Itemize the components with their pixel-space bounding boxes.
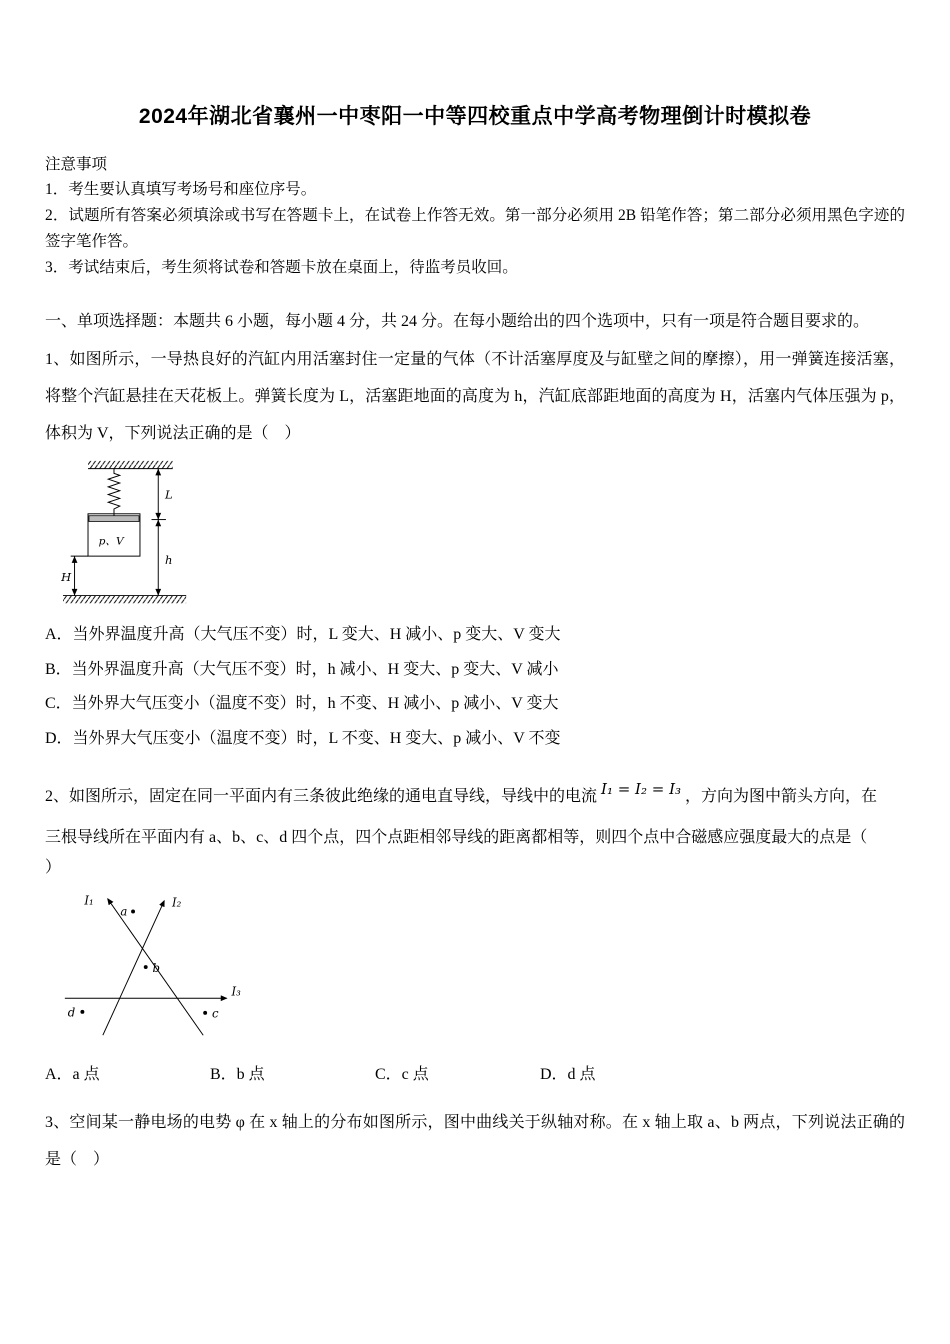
notice-item-1: 1．考生要认真填写考场号和座位序号。 [45,181,317,198]
question-3 [45,1104,905,1178]
point-a-dot [131,910,135,914]
notice-item-2: 2．试题所有答案必须填涂或书写在答题卡上，在试卷上作答无效。第一部分必须用 2B 铅笔作答；第二部分必须用黑色字迹的签字笔作答。 [45,207,905,250]
label-c: c [211,1006,219,1021]
label-b: b [152,960,161,975]
q2-option-c: C．c 点 [375,1066,429,1083]
gas-label: p、V [98,535,124,548]
q2-stem-line3: ） [45,859,62,876]
dim-L-arrow-top [155,469,161,476]
dim-h-arrow-top [155,520,161,527]
q2-stem-prefix: 2、如图所示，固定在同一平面内有三条彼此绝缘的通电直导线，导线中的电流 [45,788,598,805]
dim-H-arrow-bottom [72,589,78,596]
label-I1: I₁ [84,893,94,908]
q1-figure [59,458,905,610]
q2-stem-line1 [45,770,905,823]
label-a: a [120,904,128,919]
q2-option-a: A．a 点 [45,1066,100,1083]
notice-item-3: 3．考试结束后，考生须将试卷和答题卡放在桌面上，待监考员收回。 [45,259,518,276]
q1-stem: 1、如图所示，一导热良好的汽缸内用活塞封住一定量的气体（不计活塞厚度及与缸壁之间的摩擦），用一弹簧连接活塞，将整个汽缸悬挂在天花板上。弹簧长度为 L，活塞距地面的高度为 h，汽缸底部距地面的高度为 H，活塞内气体压强为 p，体积为 V，下列说法正确的是（ ） [45,351,905,442]
notice-heading: 注意事项 [45,156,108,173]
q1-option-a: A．当外界温度升高（大气压不变）时，L 变大、H 减小、p 变大、V 变大 [45,626,561,643]
point-d-dot [80,1010,84,1014]
q3-stem: 3、空间某一静电场的电势 φ 在 x 轴上的分布如图所示，图中曲线关于纵轴对称。在 x 轴上取 a、b 两点，下列说法正确的是（ ） [45,1114,905,1168]
dim-L-arrow-bottom [155,513,161,520]
ground-hatch [63,596,186,604]
q1-options [45,618,905,756]
point-b-dot [144,965,148,969]
spring [108,469,120,516]
label-I3: I₃ [231,984,241,999]
question-1 [45,341,905,756]
q2-options [45,1061,905,1084]
section-heading: 一、单项选择题：本题共 6 小题，每小题 4 分，共 24 分。在每小题给出的四个选项中，只有一项是符合题目要求的。 [45,313,870,330]
label-h: h [164,552,173,567]
q2-stem-suffix: ，方向为图中箭头方向，在 [685,788,878,805]
exam-title: 2024年湖北省襄州一中枣阳一中等四校重点中学高考物理倒计时模拟卷 [138,105,812,128]
question-2 [45,770,905,1084]
label-L: L [164,487,173,502]
piston [89,516,139,522]
label-I2: I₂ [172,895,182,910]
dim-h-arrow-bottom [155,589,161,596]
q2-option-d: D．d 点 [540,1066,596,1083]
notice-section [45,152,905,281]
label-d: d [67,1005,76,1020]
ceiling-hatch [88,461,173,469]
q2-inline-equation: I₁ = I₂ = I₃ [601,780,682,798]
q2-stem-line2: 三根导线所在平面内有 a、b、c、d 四个点，四个点距相邻导线的距离都相等，则四个点中合磁感应强度最大的点是（ [45,829,868,846]
q2-option-b: B．b 点 [210,1066,265,1083]
three-wires-figure [59,889,249,1047]
dim-H-arrow-top [72,556,78,563]
q1-option-b: B．当外界温度升高（大气压不变）时，h 减小、H 变大、p 变大、V 减小 [45,660,559,678]
label-H: H [61,570,72,585]
cylinder-spring-figure [59,458,194,610]
point-c-dot [203,1011,207,1015]
q2-figure [59,889,905,1047]
q1-option-c: C．当外界大气压变小（温度不变）时，h 不变、H 减小、p 减小、V 变大 [45,695,559,712]
q1-option-d: D．当外界大气压变小（温度不变）时，L 不变、H 变大、p 减小、V 不变 [45,729,561,747]
